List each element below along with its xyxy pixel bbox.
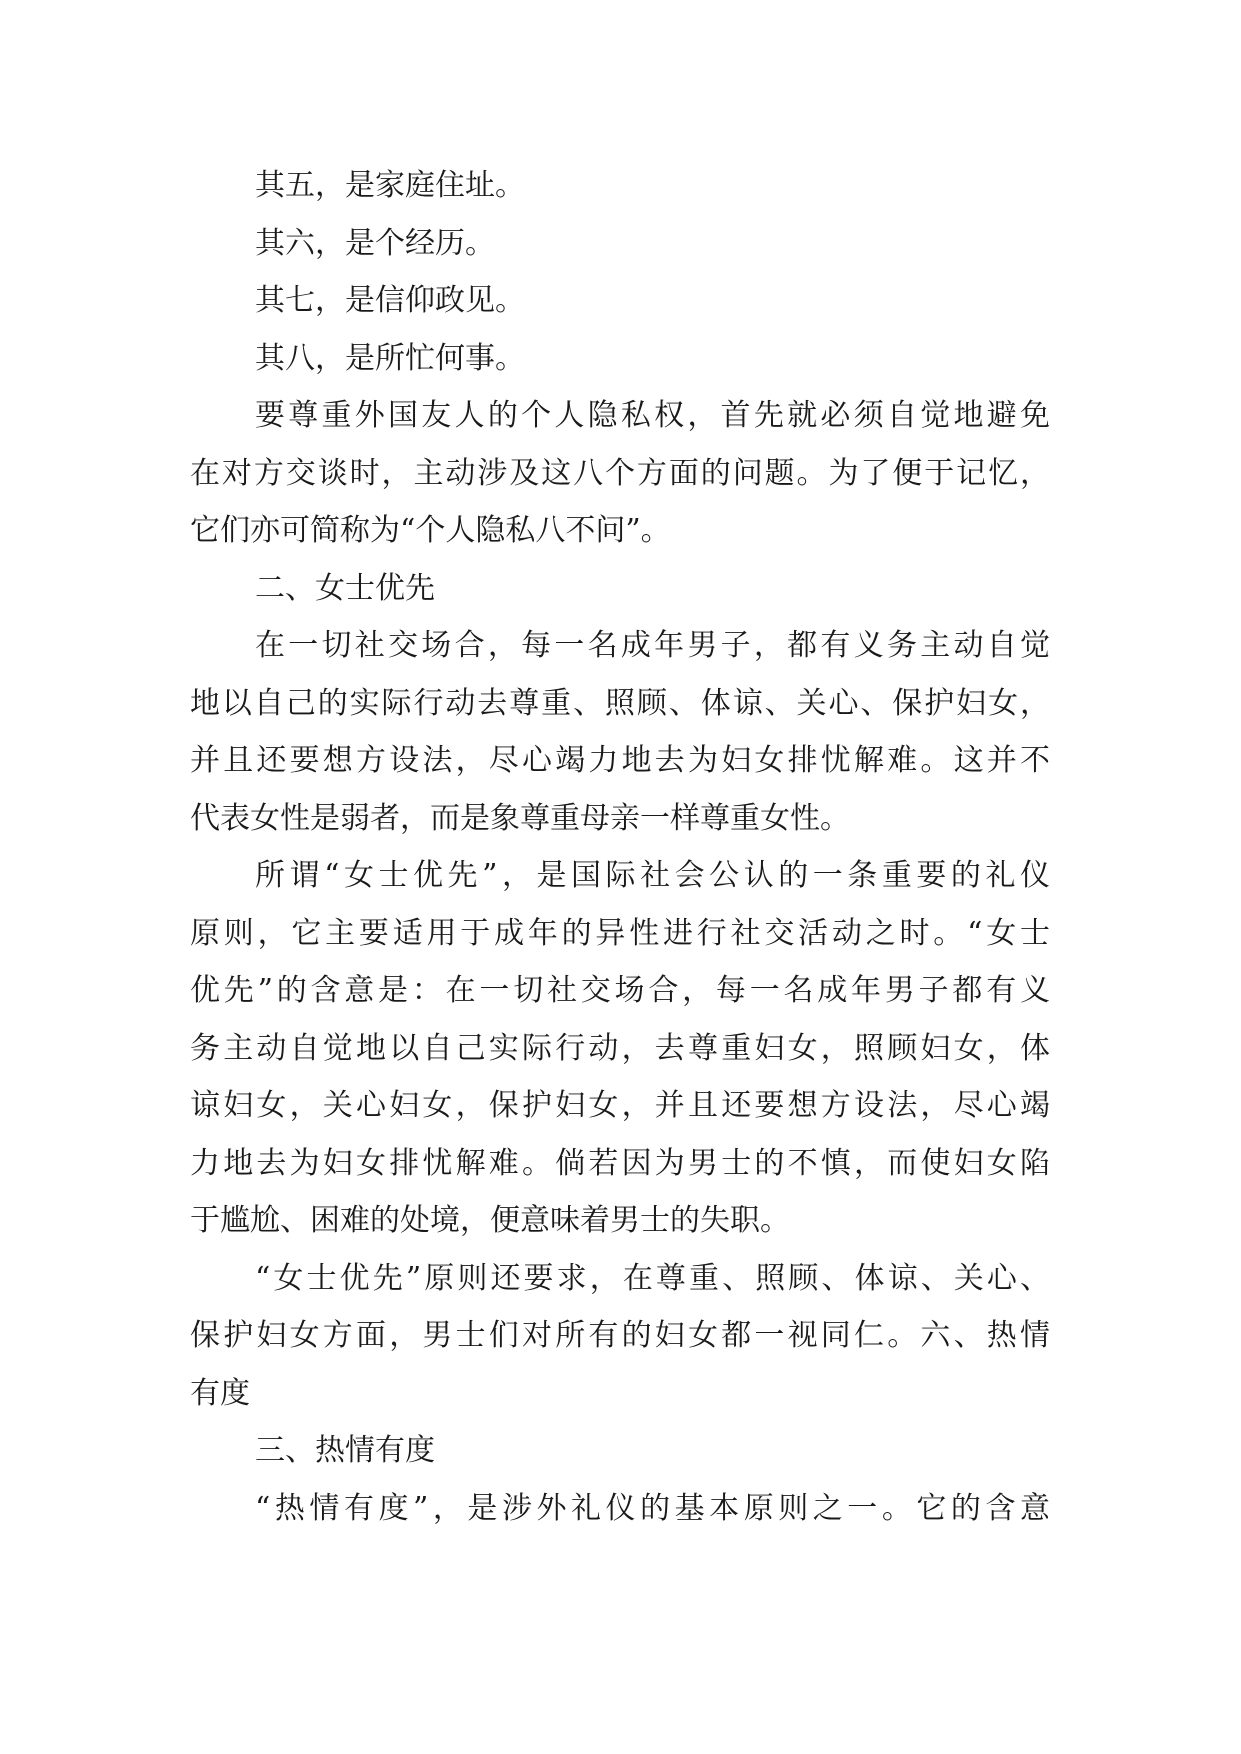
text-line: 其七，是信仰政见。 [255,283,525,318]
text-line: “热情有度”，是涉外礼仪的基本原则之一。它的含意 [255,1491,1050,1526]
text-line: 代表女性是弱者，而是象尊重母亲一样尊重女性。 [190,801,850,836]
text-line: 并且还要想方设法，尽心竭力地去为妇女排忧解难。这并不 [190,743,1050,778]
text-line: 有度 [190,1376,250,1411]
text-line: 在对方交谈时，主动涉及这八个方面的问题。为了便于记忆， [190,456,1050,491]
section-heading: 三、热情有度 [255,1433,435,1468]
text-line: 要尊重外国友人的个人隐私权，首先就必须自觉地避免 [255,398,1050,433]
text-line: 谅妇女，关心妇女，保护妇女，并且还要想方设法，尽心竭 [190,1088,1050,1123]
text-line: 优先”的含意是：在一切社交场合，每一名成年男子都有义 [190,973,1050,1008]
text-line: 务主动自觉地以自己实际行动，去尊重妇女，照顾妇女，体 [190,1031,1050,1066]
text-line: 于尴尬、困难的处境，便意味着男士的失职。 [190,1203,790,1238]
text-line: 它们亦可简称为“个人隐私八不问”。 [190,513,671,548]
section-heading: 二、女士优先 [255,571,435,606]
text-line: 力地去为妇女排忧解难。倘若因为男士的不慎，而使妇女陷 [190,1146,1050,1181]
text-line: 原则，它主要适用于成年的异性进行社交活动之时。“女士 [190,916,1050,951]
text-line: 其六，是个经历。 [255,226,495,261]
text-line: “女士优先”原则还要求，在尊重、照顾、体谅、关心、 [255,1261,1050,1296]
text-line: 在一切社交场合，每一名成年男子，都有义务主动自觉 [255,628,1050,663]
text-line: 地以自己的实际行动去尊重、照顾、体谅、关心、保护妇女， [190,686,1050,721]
text-line: 其八，是所忙何事。 [255,341,525,376]
text-line: 所谓“女士优先”，是国际社会公认的一条重要的礼仪 [255,858,1050,893]
text-line: 保护妇女方面，男士们对所有的妇女都一视同仁。六、热情 [190,1318,1050,1353]
text-line: 其五，是家庭住址。 [255,168,525,203]
